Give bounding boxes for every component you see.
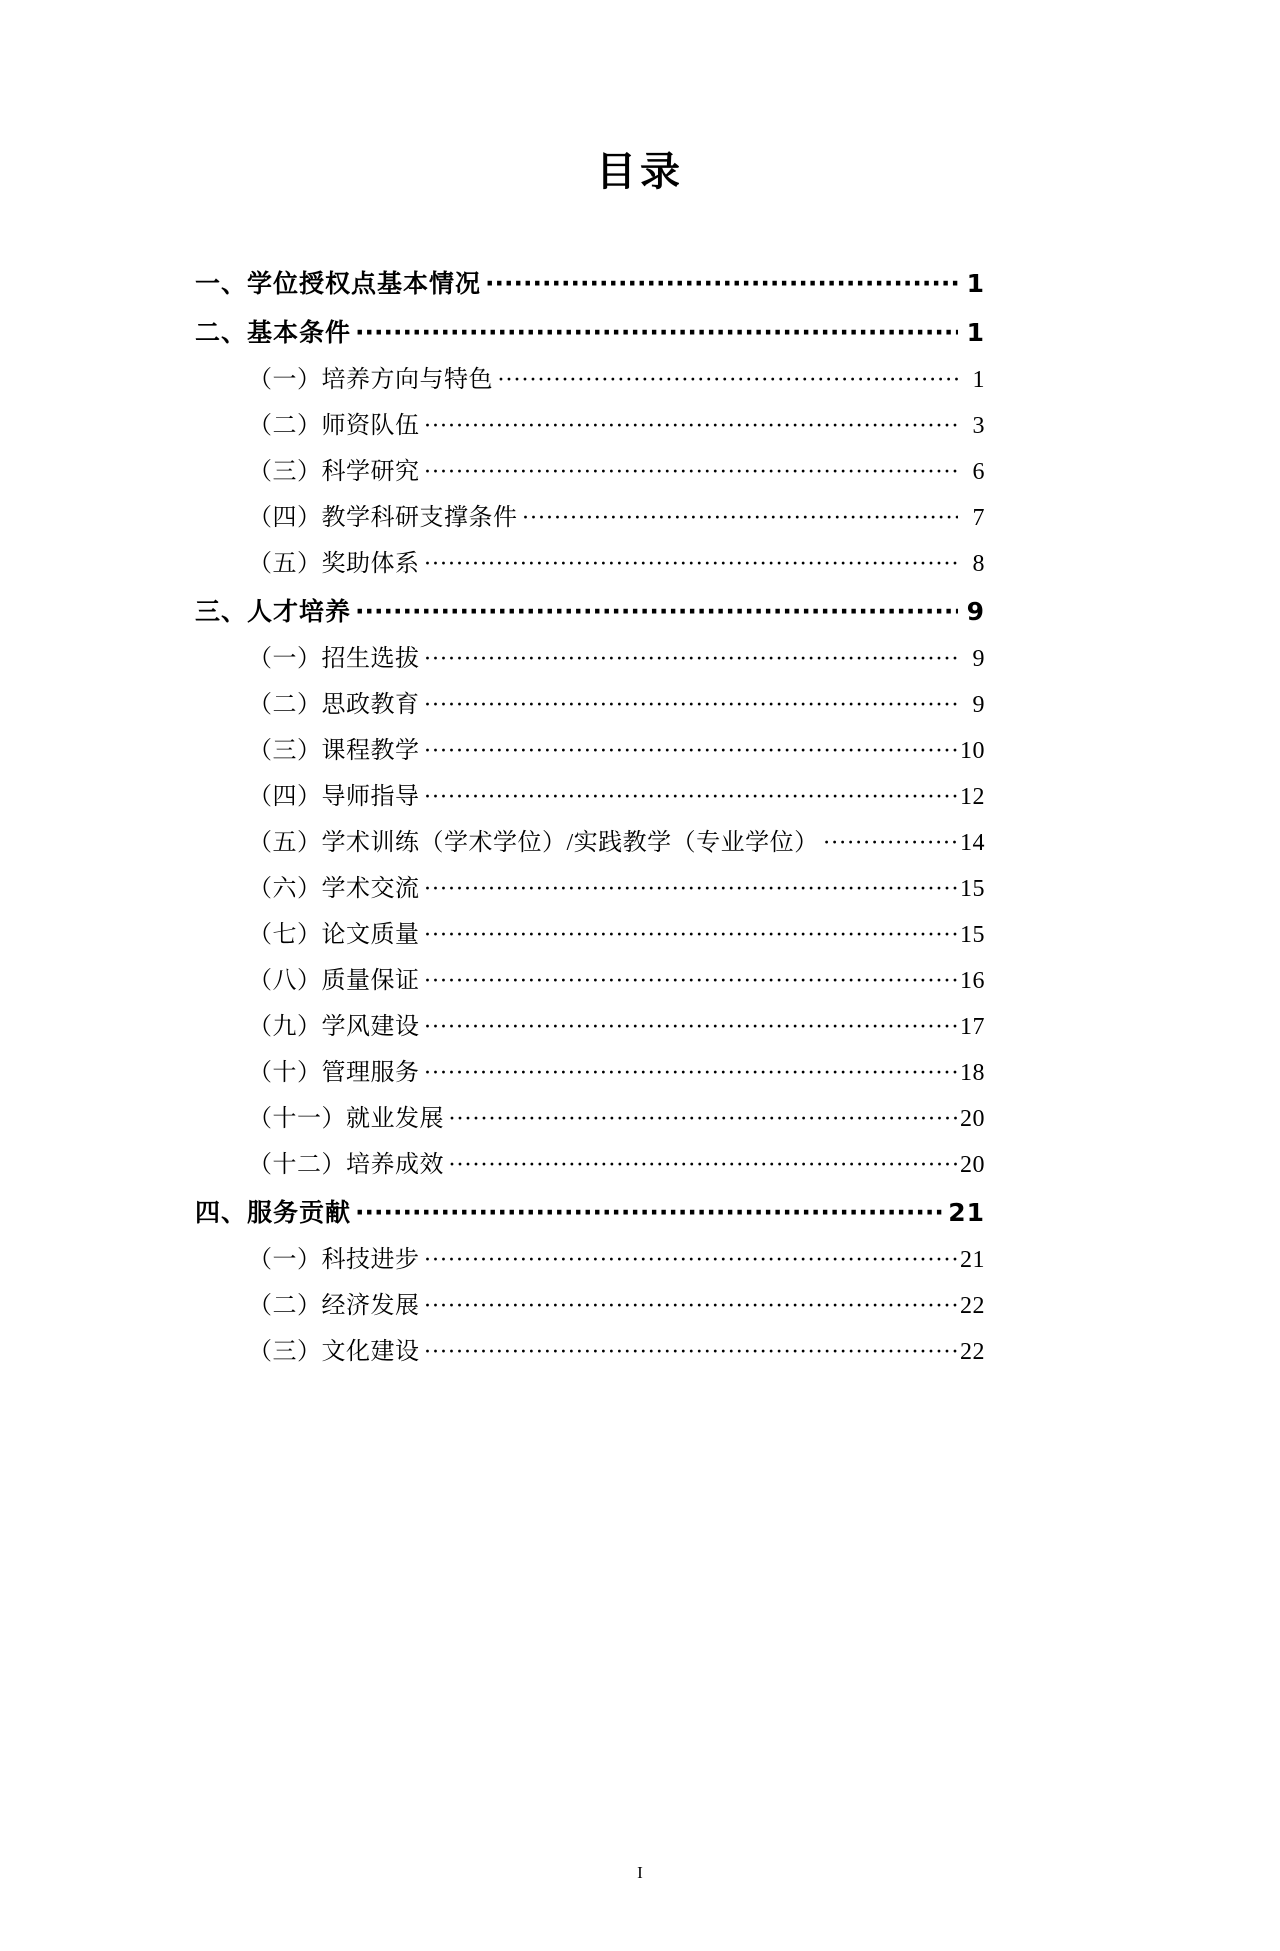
toc-entry-label: 一、学位授权点基本情况 [195, 269, 482, 298]
toc-leader-dots [424, 1248, 958, 1272]
toc-page-number: 9 [972, 646, 985, 672]
toc-leader-dots [485, 271, 958, 296]
toc-entry-label: （十）管理服务 [248, 1060, 420, 1086]
toc-entry[interactable] [195, 1142, 985, 1188]
toc-leader-dots [355, 1200, 945, 1225]
toc-entry[interactable] [195, 1004, 985, 1050]
toc-entry-label: （四）教学科研支撑条件 [248, 505, 518, 531]
toc-entry-label: （二）思政教育 [248, 692, 420, 718]
toc-leader-dots [424, 647, 959, 671]
toc-entry-label: （二）经济发展 [248, 1293, 420, 1319]
toc-entry-label: （一）招生选拔 [248, 646, 420, 672]
toc-page-number: 22 [960, 1293, 985, 1319]
toc-entry[interactable] [195, 495, 985, 541]
toc-page-number: 22 [960, 1339, 985, 1365]
toc-entry[interactable] [195, 820, 985, 866]
toc-page-number: 1 [966, 318, 985, 347]
toc-leader-dots [424, 1015, 958, 1039]
page-title: 目录 [596, 149, 684, 195]
toc-entry[interactable] [195, 866, 985, 912]
toc-entry-label: （十一）就业发展 [248, 1106, 444, 1132]
toc-leader-dots [424, 739, 958, 763]
toc-entry[interactable] [195, 587, 985, 636]
toc-leader-dots [424, 1340, 958, 1364]
toc-leader-dots [424, 1061, 958, 1085]
toc-page-number: 14 [960, 830, 985, 856]
toc-entry[interactable] [195, 357, 985, 403]
toc-entry[interactable] [195, 1188, 985, 1237]
toc-entry[interactable] [195, 1237, 985, 1283]
toc-page-number: 3 [972, 413, 985, 439]
toc-entry[interactable] [195, 912, 985, 958]
toc-page-number: 20 [960, 1152, 985, 1178]
toc-page-number: 21 [960, 1247, 985, 1273]
toc-entry-label: （三）课程教学 [248, 738, 420, 764]
toc-leader-dots [424, 969, 958, 993]
toc-entry-label: （五）学术训练（学术学位）/实践教学（专业学位） [248, 830, 819, 856]
toc-page-number: 10 [960, 738, 985, 764]
toc-leader-dots [823, 831, 957, 855]
toc-entry[interactable] [195, 1329, 985, 1375]
toc-leader-dots [424, 414, 959, 438]
toc-page-number: 21 [948, 1198, 985, 1227]
toc-entry-label: （四）导师指导 [248, 784, 420, 810]
toc-entry[interactable] [195, 958, 985, 1004]
toc-entry-label: （八）质量保证 [248, 968, 420, 994]
toc-leader-dots [424, 693, 959, 717]
toc-entry-label: 三、人才培养 [195, 597, 352, 626]
toc-page-number: 16 [960, 968, 985, 994]
toc-page-number: 15 [960, 876, 985, 902]
toc-entry-label: 二、基本条件 [195, 318, 352, 347]
toc-entry-label: （一）培养方向与特色 [248, 367, 493, 393]
toc-leader-dots [448, 1107, 957, 1131]
toc-entry-label: （六）学术交流 [248, 876, 420, 902]
toc-page-number: 8 [972, 551, 985, 577]
toc-entry[interactable] [195, 1050, 985, 1096]
toc-leader-dots [424, 552, 959, 576]
toc-leader-dots [497, 368, 958, 392]
toc-entry-label: （十二）培养成效 [248, 1152, 444, 1178]
toc-leader-dots [448, 1153, 957, 1177]
toc-page-number: 1 [972, 367, 985, 393]
toc-leader-dots [424, 877, 958, 901]
toc-entry-label: 四、服务贡献 [195, 1198, 352, 1227]
toc-entry[interactable] [195, 403, 985, 449]
toc-leader-dots [424, 923, 958, 947]
toc-leader-dots [424, 1294, 958, 1318]
toc-entry[interactable] [195, 449, 985, 495]
toc-page-number: 9 [972, 692, 985, 718]
toc-leader-dots [424, 785, 958, 809]
toc-entry[interactable] [195, 682, 985, 728]
toc-leader-dots [522, 506, 959, 530]
toc-entry-label: （七）论文质量 [248, 922, 420, 948]
toc-page-number: 18 [960, 1060, 985, 1086]
toc-entry[interactable] [195, 1096, 985, 1142]
toc-entry[interactable] [195, 774, 985, 820]
toc-page-number: 6 [972, 459, 985, 485]
document-page [0, 140, 1280, 1951]
toc-entry[interactable] [195, 1283, 985, 1329]
toc-page-number: 17 [960, 1014, 985, 1040]
toc-entry[interactable] [195, 308, 985, 357]
toc-entry[interactable] [195, 541, 985, 587]
toc-leader-dots [355, 320, 958, 345]
toc-entry-label: （九）学风建设 [248, 1014, 420, 1040]
toc-entry-label: （一）科技进步 [248, 1247, 420, 1273]
table-of-contents [195, 259, 985, 1375]
toc-page-number: 15 [960, 922, 985, 948]
toc-leader-dots [424, 460, 959, 484]
toc-page-number: 12 [960, 784, 985, 810]
toc-page-number: 9 [966, 597, 985, 626]
toc-page-number: 1 [966, 269, 985, 298]
page-footer: I [637, 1863, 643, 1882]
toc-entry-label: （五）奖助体系 [248, 551, 420, 577]
toc-entry-label: （二）师资队伍 [248, 413, 420, 439]
toc-entry-label: （三）文化建设 [248, 1339, 420, 1365]
toc-entry[interactable] [195, 728, 985, 774]
toc-entry-label: （三）科学研究 [248, 459, 420, 485]
toc-entry[interactable] [195, 259, 985, 308]
toc-page-number: 20 [960, 1106, 985, 1132]
toc-page-number: 7 [972, 505, 985, 531]
toc-entry[interactable] [195, 636, 985, 682]
toc-leader-dots [355, 599, 958, 624]
